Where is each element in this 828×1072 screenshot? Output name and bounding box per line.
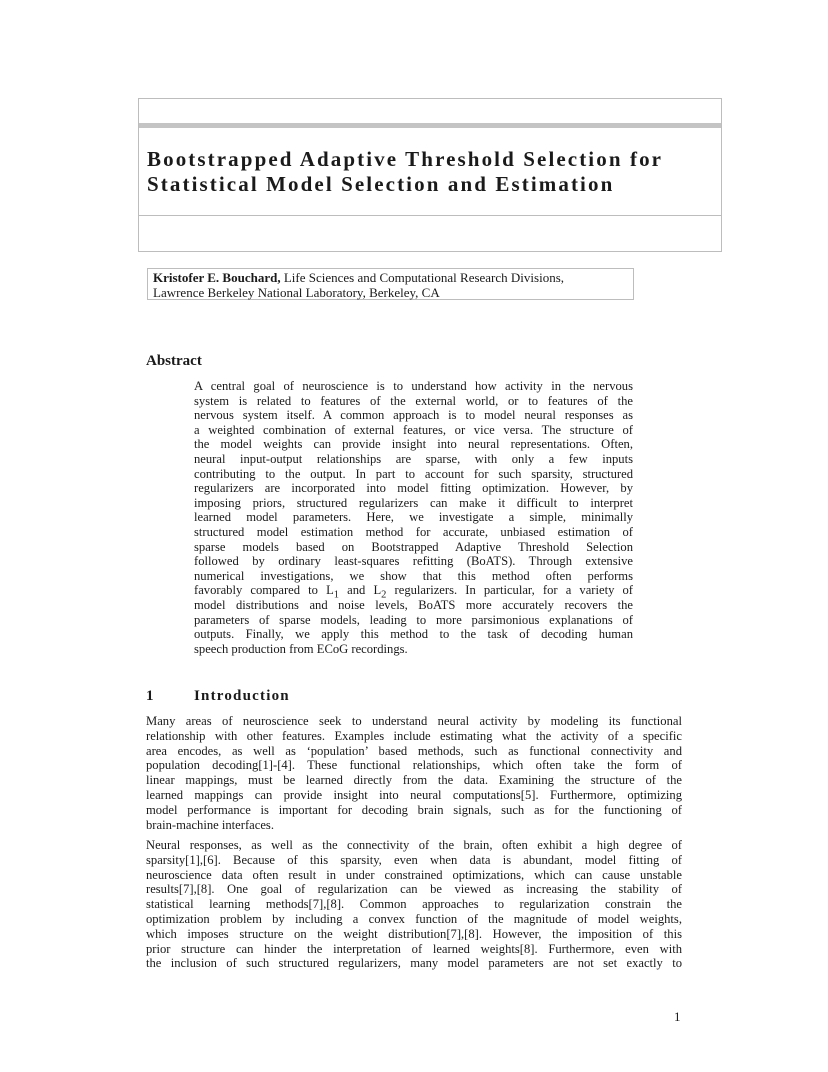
abstract-text: favorably compared to L	[194, 583, 334, 598]
body-line: relationship with other features. Examples include estimating what the activity of a specific	[146, 728, 682, 743]
abstract-heading: Abstract	[146, 353, 202, 369]
introduction-paragraph-2	[146, 838, 682, 971]
abstract-line: outputs. Finally, we apply this method to the task of decoding human	[194, 627, 633, 642]
introduction-paragraph-1	[146, 714, 682, 832]
abstract-line: structured model estimation method for accurate, unbiased estimation of	[194, 524, 633, 539]
abstract-body	[194, 379, 633, 656]
abstract-line: learned model parameters. Here, we investigate a simple, minimally	[194, 510, 633, 525]
body-line: area encodes, as well as ‘population’ based methods, such as functional connectivity and	[146, 743, 682, 758]
body-line: optimization problem by including a convex function of the magnitude of model weights,	[146, 911, 682, 926]
abstract-line: a weighted combination of external features, or vice versa. The structure of	[194, 422, 633, 437]
body-line: learned mappings can provide insight into neural computations[5]. Furthermore, optimizing	[146, 787, 682, 802]
abstract-line: neural input-output relationships are sparse, with only a few inputs	[194, 451, 633, 466]
abstract-line: nervous system itself. A common approach is to model neural responses as	[194, 408, 633, 423]
body-line: Many areas of neuroscience seek to understand neural activity by modeling its functional	[146, 714, 682, 728]
body-line: sparsity[1],[6]. Because of this sparsity, even when data is abundant, model fitting of	[146, 852, 682, 867]
body-line: statistical learning methods[7],[8]. Common approaches to regularization constrain the	[146, 897, 682, 912]
abstract-line: model distributions and noise levels, BoATS more accurately recovers the	[194, 597, 633, 612]
abstract-line: the model weights can provide insight into neural representations. Often,	[194, 437, 633, 452]
body-line: the inclusion of such structured regularizers, many model parameters are not set exactly to	[146, 956, 682, 971]
body-line: which imposes structure on the weight distribution[7],[8]. However, the imposition of this	[146, 926, 682, 941]
body-line: population decoding[1]-[4]. These functional relationships, which often take the form of	[146, 758, 682, 773]
body-line: model performance is important for decoding brain signals, such as for the functioning of	[146, 802, 682, 817]
body-line: results[7],[8]. One goal of regularization can be viewed as increasing the stability of	[146, 882, 682, 897]
title-box	[138, 98, 722, 252]
title-rule-bottom	[139, 215, 721, 216]
abstract-line: followed by ordinary least-squares refitting (BoATS). Through extensive	[194, 554, 633, 569]
body-line: neuroscience data often result in under constrained optimizations, which can cause unstable	[146, 867, 682, 882]
abstract-line: regularizers are incorporated into model fitting optimization. However, by	[194, 481, 633, 496]
abstract-line: system is related to features of the external world, or to features of the	[194, 393, 633, 408]
abstract-line: speech production from ECoG recordings.	[194, 641, 408, 656]
abstract-line: imposing priors, structured regularizers can make it difficult to interpret	[194, 495, 633, 510]
paper-title-line-2: Statistical Model Selection and Estimation	[147, 172, 615, 196]
author-block	[147, 268, 634, 300]
abstract-line: numerical investigations, we show that this method often performs	[194, 568, 633, 583]
author-affiliation-2: Lawrence Berkeley National Laboratory, Berkeley, CA	[153, 285, 440, 300]
abstract-line: contributing to the output. In part to account for such sparsity, structured	[194, 466, 633, 481]
section-number: 1	[146, 688, 155, 704]
abstract-text: and L	[339, 583, 382, 598]
abstract-line: sparse models based on Bootstrapped Adaptive Threshold Selection	[194, 539, 633, 554]
author-line-1	[153, 270, 633, 285]
body-line: linear mappings, must be learned directly from the data. Examining the structure of the	[146, 773, 682, 788]
body-line: Neural responses, as well as the connectivity of the brain, often exhibit a high degree of	[146, 838, 682, 852]
author-name: Kristofer E. Bouchard,	[153, 270, 281, 285]
abstract-line: parameters of sparse models, leading to more parsimonious explanations of	[194, 612, 633, 627]
section-heading-introduction	[146, 688, 290, 705]
author-affiliation-1: Life Sciences and Computational Research Divisions,	[280, 270, 564, 285]
paper-title-line-1: Bootstrapped Adaptive Threshold Selection for	[147, 147, 664, 171]
abstract-line-regularizers	[194, 583, 633, 601]
subscript-2: 2	[381, 589, 387, 601]
page-number: 1	[674, 1009, 681, 1024]
subscript-1: 1	[333, 589, 340, 601]
section-title: Introduction	[194, 688, 290, 704]
abstract-text: regularizers. In particular, for a variety of	[386, 583, 633, 598]
body-line: brain-machine interfaces.	[146, 817, 274, 832]
paper-title	[147, 147, 721, 197]
body-line: prior structure can hinder the interpretation of learned weights[8]. Furthermore, even with	[146, 941, 682, 956]
abstract-line: A central goal of neuroscience is to understand how activity in the nervous	[194, 379, 633, 393]
title-rule-top	[139, 123, 721, 128]
